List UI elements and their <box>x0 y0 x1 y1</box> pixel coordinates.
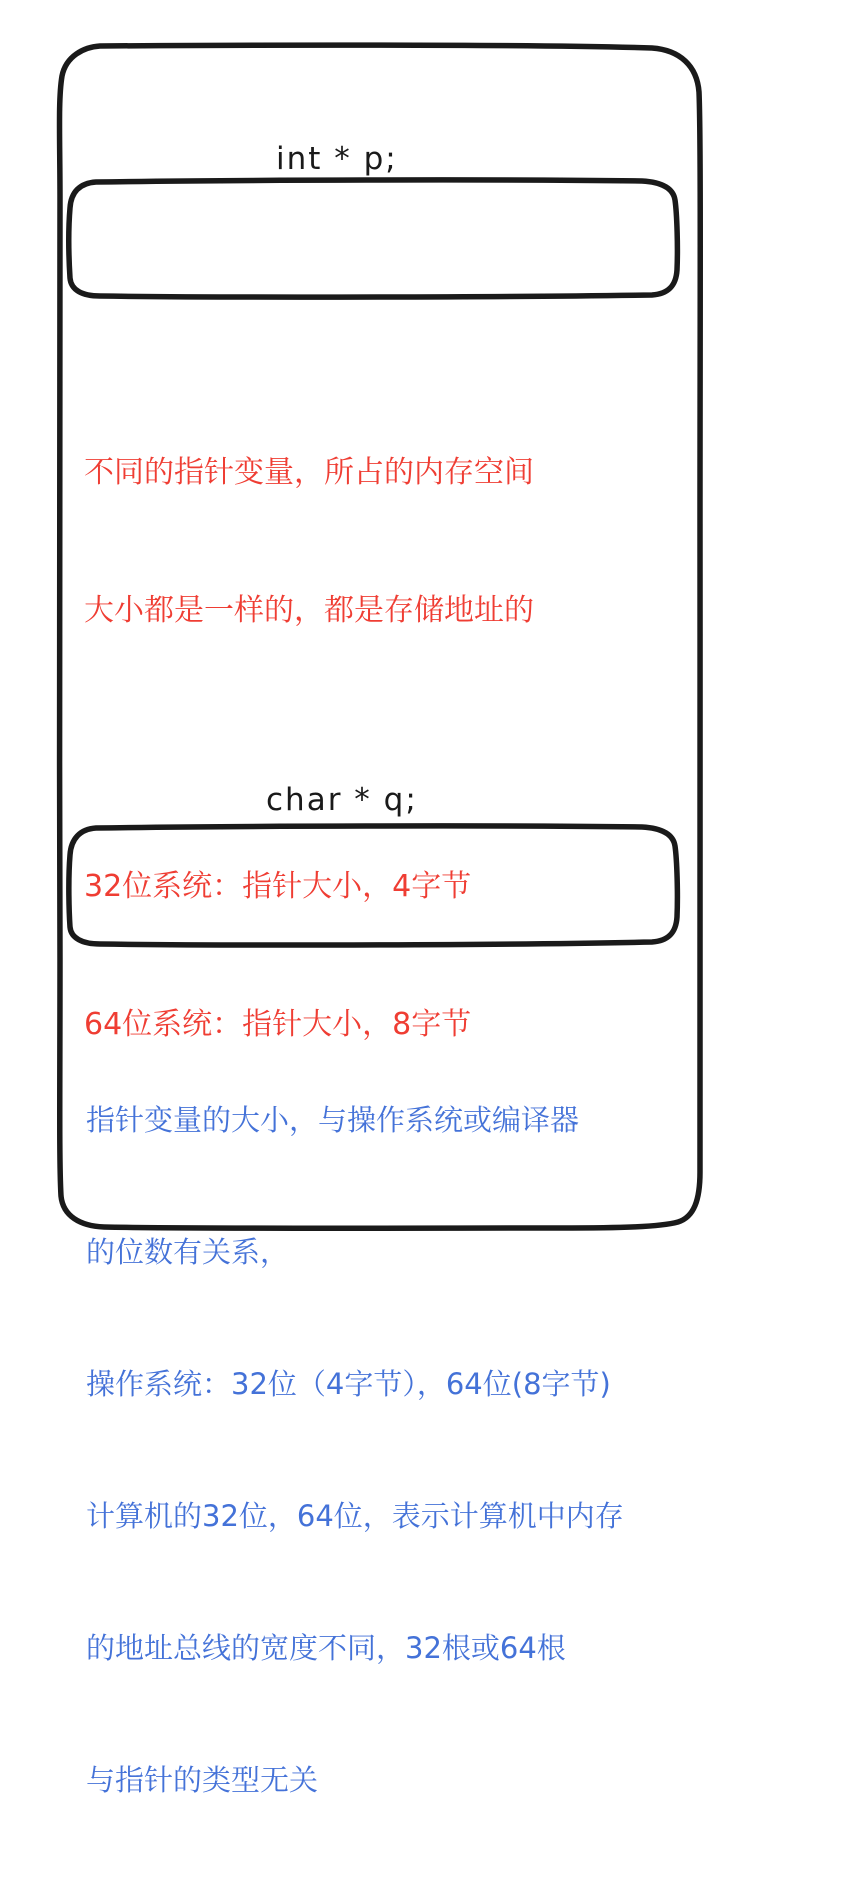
int-pointer-declaration-label: int * p; <box>276 141 398 177</box>
blue-note-line: 计算机的32位，64位，表示计算机中内存 <box>86 1499 624 1533</box>
red-note-line: 不同的指针变量，所占的内存空间 <box>84 455 534 490</box>
blue-note-line: 指针变量的大小，与操作系统或编译器 <box>86 1103 580 1137</box>
blue-note-line: 与指针的类型无关 <box>86 1763 319 1797</box>
blue-note-line: 的地址总线的宽度不同，32根或64根 <box>86 1631 566 1665</box>
red-note-line: 大小都是一样的，都是存储地址的 <box>84 593 534 628</box>
red-note-line: 32位系统：指针大小，4字节 <box>84 869 472 904</box>
red-note-line: 64位系统：指针大小，8字节 <box>84 1007 472 1042</box>
blue-note-line: 操作系统：32位（4字节），64位(8字节) <box>86 1367 611 1401</box>
box-int-pointer-shape <box>69 180 678 297</box>
red-note-line-spacer <box>84 726 534 772</box>
blue-note-line: 的位数有关系， <box>86 1235 290 1269</box>
char-pointer-declaration-label: char * q; <box>266 782 418 818</box>
blue-annotation-note <box>86 1010 624 1890</box>
